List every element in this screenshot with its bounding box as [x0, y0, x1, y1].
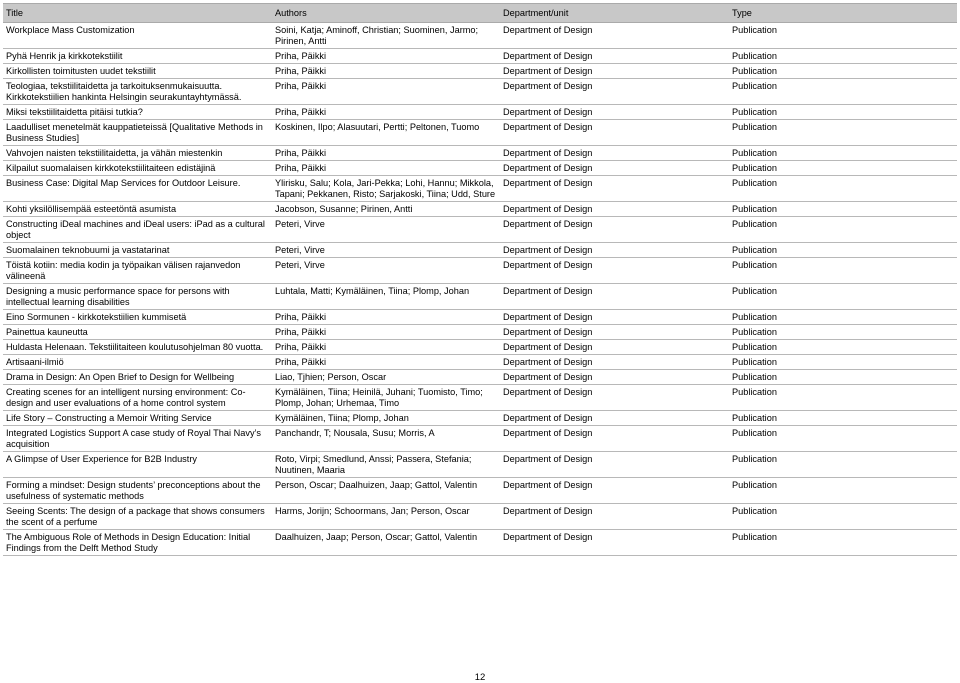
table-row — [3, 426, 957, 452]
cell-department: Department of Design — [500, 530, 729, 556]
cell-type: Publication — [729, 258, 957, 284]
cell-authors: Koskinen, Ilpo; Alasuutari, Pertti; Peltonen, Tuomo — [272, 120, 500, 146]
cell-type: Publication — [729, 411, 957, 426]
cell-type: Publication — [729, 120, 957, 146]
cell-department: Department of Design — [500, 79, 729, 105]
cell-title: Suomalainen teknobuumi ja vastatarinat — [3, 243, 272, 258]
cell-title: Artisaani-ilmiö — [3, 355, 272, 370]
cell-type: Publication — [729, 64, 957, 79]
cell-department: Department of Design — [500, 370, 729, 385]
cell-title: Drama in Design: An Open Brief to Design for Wellbeing — [3, 370, 272, 385]
cell-type: Publication — [729, 243, 957, 258]
cell-type: Publication — [729, 478, 957, 504]
cell-type: Publication — [729, 23, 957, 49]
cell-title: Life Story – Constructing a Memoir Writing Service — [3, 411, 272, 426]
cell-title: Business Case: Digital Map Services for Outdoor Leisure. — [3, 176, 272, 202]
table-row — [3, 202, 957, 217]
cell-title: Designing a music performance space for persons with intellectual learning disabilities — [3, 284, 272, 310]
table-row — [3, 146, 957, 161]
cell-department: Department of Design — [500, 411, 729, 426]
cell-title: Huldasta Helenaan. Tekstiilitaiteen koulutusohjelman 80 vuotta. — [3, 340, 272, 355]
table-row — [3, 452, 957, 478]
cell-department: Department of Design — [500, 452, 729, 478]
cell-type: Publication — [729, 284, 957, 310]
cell-type: Publication — [729, 385, 957, 411]
cell-authors: Ylirisku, Salu; Kola, Jari-Pekka; Lohi, Hannu; Mikkola, Tapani; Pekkanen, Risto; Sarjakoski, Tiina; Udd, Sture — [272, 176, 500, 202]
header-authors: Authors — [272, 4, 500, 23]
cell-title: A Glimpse of User Experience for B2B Industry — [3, 452, 272, 478]
cell-authors: Peteri, Virve — [272, 217, 500, 243]
cell-title: Creating scenes for an intelligent nursing environment: Co-design and user evaluations of a home control system — [3, 385, 272, 411]
table-row — [3, 340, 957, 355]
cell-department: Department of Design — [500, 49, 729, 64]
cell-title: Töistä kotiin: media kodin ja työpaikan välisen rajanvedon välineenä — [3, 258, 272, 284]
table-row — [3, 284, 957, 310]
cell-department: Department of Design — [500, 105, 729, 120]
table-row — [3, 355, 957, 370]
cell-department: Department of Design — [500, 23, 729, 49]
cell-type: Publication — [729, 426, 957, 452]
cell-title: Integrated Logistics Support A case study of Royal Thai Navy’s acquisition — [3, 426, 272, 452]
cell-title: Eino Sormunen - kirkkotekstiilien kummisetä — [3, 310, 272, 325]
cell-authors: Priha, Päikki — [272, 105, 500, 120]
cell-title: Miksi tekstiilitaidetta pitäisi tutkia? — [3, 105, 272, 120]
cell-department: Department of Design — [500, 340, 729, 355]
table-row — [3, 310, 957, 325]
cell-title: Teologiaa, tekstiilitaidetta ja tarkoituksenmukaisuutta. Kirkkotekstiilien hankinta Helsingin seurakuntayhtymässä. — [3, 79, 272, 105]
header-title: Title — [3, 4, 272, 23]
cell-type: Publication — [729, 49, 957, 64]
cell-type: Publication — [729, 79, 957, 105]
cell-type: Publication — [729, 504, 957, 530]
cell-type: Publication — [729, 340, 957, 355]
cell-department: Department of Design — [500, 64, 729, 79]
cell-type: Publication — [729, 325, 957, 340]
cell-title: Kohti yksilöllisempää esteetöntä asumista — [3, 202, 272, 217]
table-row — [3, 243, 957, 258]
cell-authors: Jacobson, Susanne; Pirinen, Antti — [272, 202, 500, 217]
table-row — [3, 64, 957, 79]
cell-department: Department of Design — [500, 284, 729, 310]
table-row — [3, 478, 957, 504]
cell-title: Constructing iDeal machines and iDeal users: iPad as a cultural object — [3, 217, 272, 243]
cell-type: Publication — [729, 146, 957, 161]
cell-authors: Kymäläinen, Tiina; Plomp, Johan — [272, 411, 500, 426]
cell-authors: Priha, Päikki — [272, 310, 500, 325]
cell-department: Department of Design — [500, 146, 729, 161]
table-row — [3, 504, 957, 530]
table-row — [3, 79, 957, 105]
cell-department: Department of Design — [500, 120, 729, 146]
table-row — [3, 217, 957, 243]
cell-type: Publication — [729, 202, 957, 217]
cell-authors: Priha, Päikki — [272, 340, 500, 355]
cell-authors: Priha, Päikki — [272, 49, 500, 64]
cell-department: Department of Design — [500, 325, 729, 340]
cell-type: Publication — [729, 310, 957, 325]
cell-type: Publication — [729, 370, 957, 385]
cell-department: Department of Design — [500, 385, 729, 411]
header-row — [3, 4, 957, 23]
table-row — [3, 23, 957, 49]
header-department: Department/unit — [500, 4, 729, 23]
cell-type: Publication — [729, 452, 957, 478]
table-row — [3, 258, 957, 284]
cell-department: Department of Design — [500, 217, 729, 243]
cell-authors: Soini, Katja; Aminoff, Christian; Suominen, Jarmo; Pirinen, Antti — [272, 23, 500, 49]
cell-authors: Priha, Päikki — [272, 146, 500, 161]
cell-department: Department of Design — [500, 355, 729, 370]
cell-type: Publication — [729, 530, 957, 556]
cell-title: Painettua kauneutta — [3, 325, 272, 340]
cell-type: Publication — [729, 217, 957, 243]
cell-authors: Person, Oscar; Daalhuizen, Jaap; Gattol, Valentin — [272, 478, 500, 504]
cell-title: Kilpailut suomalaisen kirkkotekstiilitaiteen edistäjinä — [3, 161, 272, 176]
table-row — [3, 49, 957, 64]
cell-authors: Harms, Jorijn; Schoormans, Jan; Person, Oscar — [272, 504, 500, 530]
cell-type: Publication — [729, 105, 957, 120]
cell-department: Department of Design — [500, 202, 729, 217]
cell-authors: Roto, Virpi; Smedlund, Anssi; Passera, Stefania; Nuutinen, Maaria — [272, 452, 500, 478]
cell-title: Workplace Mass Customization — [3, 23, 272, 49]
table-row — [3, 370, 957, 385]
cell-title: Forming a mindset: Design students’ preconceptions about the usefulness of systematic methods — [3, 478, 272, 504]
cell-department: Department of Design — [500, 161, 729, 176]
cell-title: Pyhä Henrik ja kirkkotekstiilit — [3, 49, 272, 64]
table-row — [3, 161, 957, 176]
cell-title: Seeing Scents: The design of a package that shows consumers the scent of a perfume — [3, 504, 272, 530]
cell-department: Department of Design — [500, 258, 729, 284]
cell-department: Department of Design — [500, 176, 729, 202]
cell-department: Department of Design — [500, 310, 729, 325]
table-header — [3, 4, 957, 23]
cell-title: The Ambiguous Role of Methods in Design Education: Initial Findings from the Delft Method Study — [3, 530, 272, 556]
cell-authors: Peteri, Virve — [272, 258, 500, 284]
publications-table — [3, 3, 957, 556]
cell-authors: Priha, Päikki — [272, 64, 500, 79]
cell-authors: Daalhuizen, Jaap; Person, Oscar; Gattol, Valentin — [272, 530, 500, 556]
cell-title: Vahvojen naisten tekstiilitaidetta, ja vähän miestenkin — [3, 146, 272, 161]
table-row — [3, 176, 957, 202]
header-type: Type — [729, 4, 957, 23]
cell-department: Department of Design — [500, 478, 729, 504]
cell-type: Publication — [729, 176, 957, 202]
page-number: 12 — [474, 672, 486, 683]
cell-title: Kirkollisten toimitusten uudet tekstiilit — [3, 64, 272, 79]
cell-authors: Kymäläinen, Tiina; Heinilä, Juhani; Tuomisto, Timo; Plomp, Johan; Urhemaa, Timo — [272, 385, 500, 411]
cell-authors: Luhtala, Matti; Kymäläinen, Tiina; Plomp, Johan — [272, 284, 500, 310]
cell-type: Publication — [729, 355, 957, 370]
cell-authors: Priha, Päikki — [272, 79, 500, 105]
table-row — [3, 105, 957, 120]
cell-authors: Peteri, Virve — [272, 243, 500, 258]
cell-department: Department of Design — [500, 243, 729, 258]
cell-type: Publication — [729, 161, 957, 176]
table-row — [3, 411, 957, 426]
table-row — [3, 120, 957, 146]
cell-title: Laadulliset menetelmät kauppatieteissä [Qualitative Methods in Business Studies] — [3, 120, 272, 146]
cell-authors: Priha, Päikki — [272, 355, 500, 370]
table-row — [3, 385, 957, 411]
cell-department: Department of Design — [500, 426, 729, 452]
cell-authors: Panchandr, T; Nousala, Susu; Morris, A — [272, 426, 500, 452]
cell-authors: Priha, Päikki — [272, 161, 500, 176]
table-row — [3, 325, 957, 340]
cell-department: Department of Design — [500, 504, 729, 530]
cell-authors: Priha, Päikki — [272, 325, 500, 340]
table-body — [3, 23, 957, 556]
table-row — [3, 530, 957, 556]
cell-authors: Liao, Tjhien; Person, Oscar — [272, 370, 500, 385]
